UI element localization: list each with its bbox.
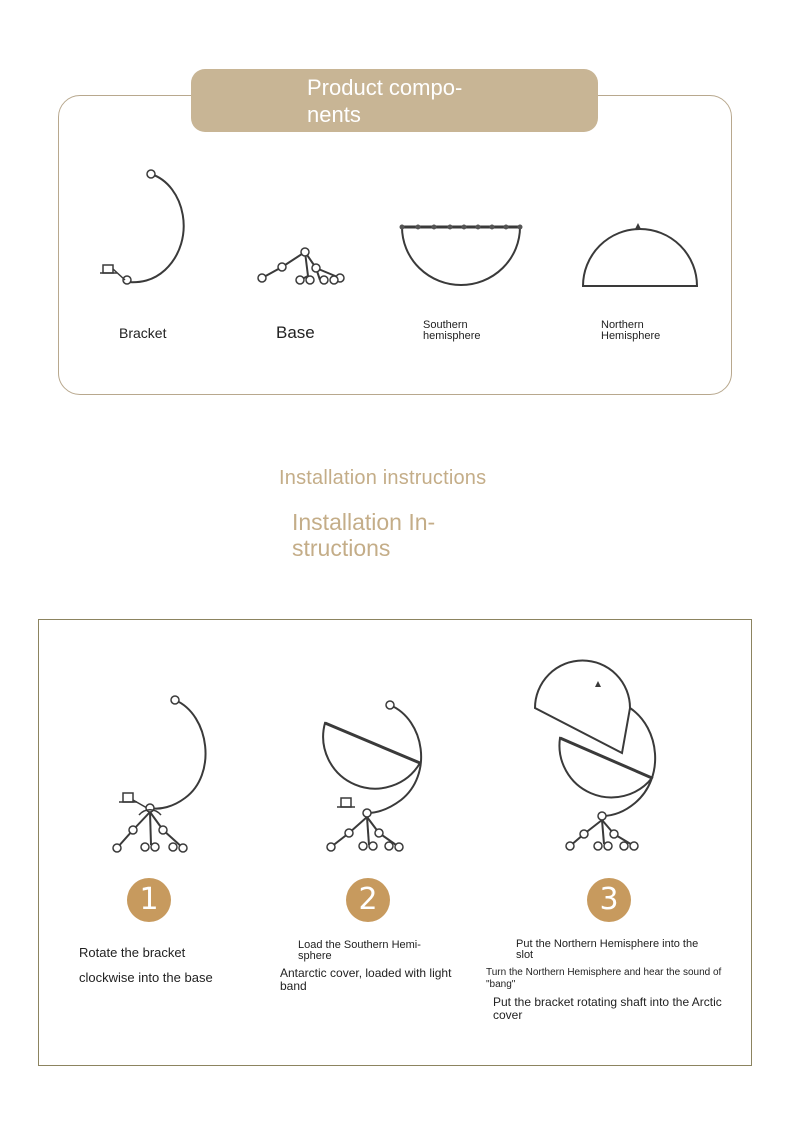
step-number-2: 2 — [346, 878, 390, 922]
bracket-icon — [95, 165, 195, 295]
step1-illustration — [105, 690, 215, 860]
southern-hemisphere-label: Southern hemisphere — [423, 319, 481, 342]
northern-hemisphere-icon — [580, 220, 700, 290]
step1-text-line2: clockwise into the base — [79, 970, 213, 985]
bracket-label: Bracket — [119, 325, 167, 341]
step-number-3: 3 — [587, 878, 631, 922]
step3-text-line1: Put the Northern Hemisphere into the — [516, 938, 699, 950]
step2-illustration — [315, 695, 435, 860]
step3-illustration — [530, 678, 670, 858]
southern-hemisphere-icon — [398, 222, 524, 288]
step3-text-line6: cover — [493, 1008, 523, 1022]
step2-text-line4: band — [280, 979, 307, 993]
base-label: Base — [276, 323, 315, 342]
installation-heading: Installation instructions — [279, 467, 487, 489]
step3-text-line4: "bang" — [486, 979, 516, 990]
step3-text-line3: Turn the Northern Hemisphere and hear the sound of — [486, 967, 722, 978]
northern-hemisphere-label: Northern Hemisphere — [601, 319, 661, 342]
step2-text-line1: Load the Southern Hemi- — [298, 939, 421, 951]
step1-text-line1: Rotate the bracket — [79, 945, 186, 960]
base-icon — [250, 240, 360, 295]
components-title: Product compo- nents — [307, 75, 463, 127]
step2-text-line3: Antarctic cover, loaded with light — [280, 966, 452, 980]
step3-text-line2: slot — [516, 949, 534, 961]
installation-heading-alt: Installation In- structions — [292, 509, 436, 561]
step2-text-line2: sphere — [298, 950, 332, 962]
step3-text-line5: Put the bracket rotating shaft into the Arctic — [493, 995, 722, 1009]
step-number-1: 1 — [127, 878, 171, 922]
